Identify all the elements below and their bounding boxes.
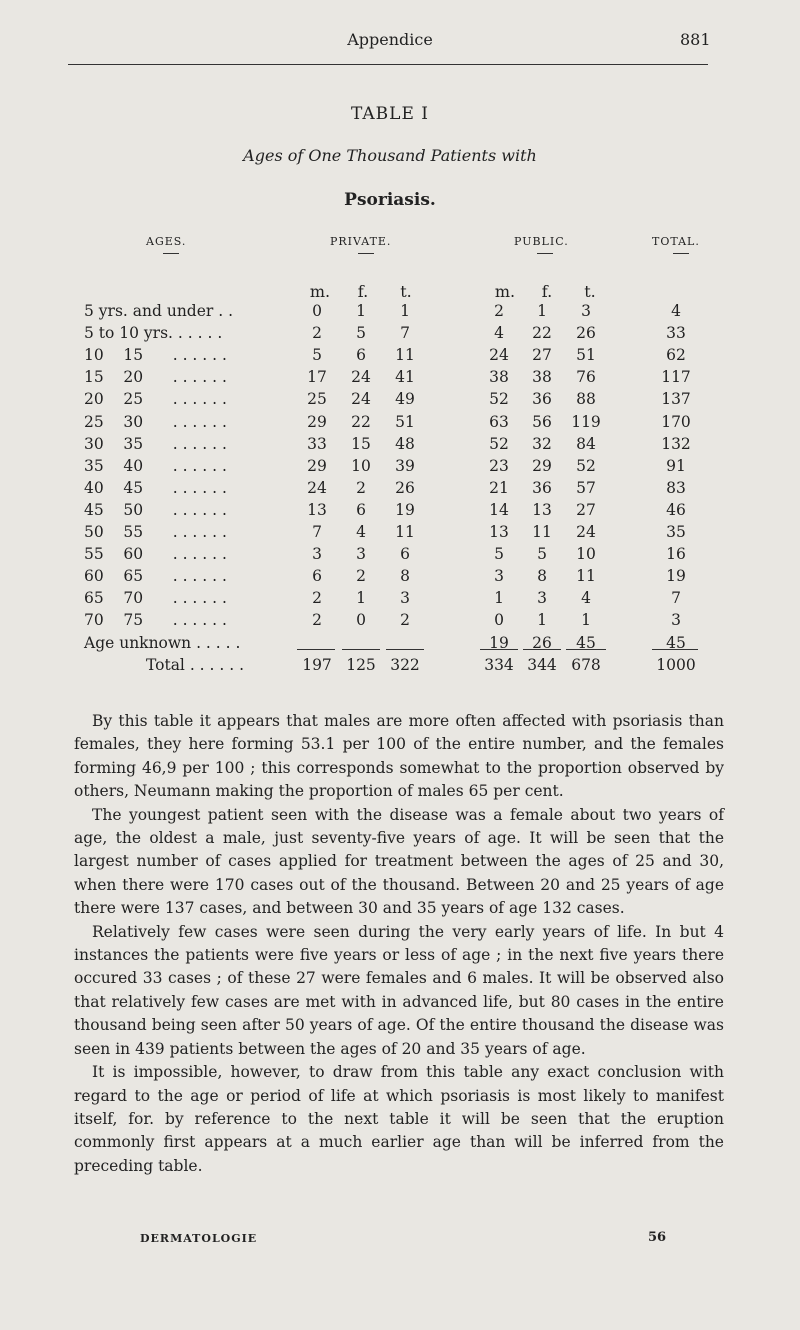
age-cell: 25 30 . . . . . . xyxy=(84,412,227,431)
cell-private-t: 7 xyxy=(400,324,410,343)
table-row xyxy=(0,457,800,480)
table-title: TABLE I xyxy=(351,104,429,124)
cell-public-t: 26 xyxy=(576,324,596,343)
table-row xyxy=(0,611,800,634)
cell-private-f: 4 xyxy=(356,523,366,541)
cell-total: 35 xyxy=(666,523,686,541)
cell-private-f: 10 xyxy=(351,456,371,475)
cell-public-t: 27 xyxy=(576,500,596,519)
table-subtitle: Ages of One Thousand Patients with xyxy=(243,146,537,165)
cell-private-t: 2 xyxy=(400,611,410,630)
cell-public-m: 5 xyxy=(494,545,504,564)
cell-private-m: 5 xyxy=(312,346,322,365)
cell-public-m: 1 xyxy=(494,589,504,608)
table-row xyxy=(0,435,800,458)
total-private-t: 322 xyxy=(390,656,420,674)
cell-public-t: 88 xyxy=(576,390,596,409)
cell-private-m: 13 xyxy=(307,500,327,519)
cell-public-m: 14 xyxy=(489,500,509,519)
cell-public-f: 38 xyxy=(532,368,552,387)
cell-total: 16 xyxy=(666,545,686,564)
cell-total: 19 xyxy=(666,567,686,586)
table-row xyxy=(0,324,800,347)
cell-public-t: 51 xyxy=(576,346,596,365)
cell-private-f: 6 xyxy=(356,346,366,365)
cell-private-f: 6 xyxy=(356,500,366,519)
cell-total: 117 xyxy=(661,368,691,387)
cell-public-f: 22 xyxy=(532,324,552,343)
cell-public-t: 11 xyxy=(576,567,596,586)
cell-private-f: 15 xyxy=(351,434,371,453)
sum-rule xyxy=(386,649,424,650)
sub-header-private-t: t. xyxy=(400,282,412,301)
cell-private-m: 29 xyxy=(307,412,327,431)
cell-public-t: 84 xyxy=(576,434,596,453)
cell-private-t: 48 xyxy=(395,434,415,453)
cell-public-t: 1 xyxy=(581,611,591,630)
cell-private-t: 26 xyxy=(395,478,415,497)
cell-public-m: 24 xyxy=(489,346,509,365)
sum-rule xyxy=(566,649,606,650)
cell-public-f: 36 xyxy=(532,478,552,497)
cell-public-t: 4 xyxy=(581,589,591,608)
age-cell: 60 65 . . . . . . xyxy=(84,567,227,586)
cell-public-f: 36 xyxy=(532,390,552,409)
cell-public-t: 45 xyxy=(576,633,596,652)
age-cell: 10 15 . . . . . . xyxy=(84,346,227,365)
sub-header-private-f: f. xyxy=(357,282,369,301)
cell-public-t: 24 xyxy=(576,523,596,541)
header-dash xyxy=(163,253,179,254)
table-row xyxy=(0,501,800,524)
cell-public-t: 52 xyxy=(576,456,596,475)
sub-header-public-m: m. xyxy=(494,282,516,301)
footer-signature-number: 56 xyxy=(648,1230,667,1245)
cell-public-f: 1 xyxy=(537,302,547,320)
cell-private-t: 3 xyxy=(400,589,410,608)
cell-public-t: 119 xyxy=(571,412,601,431)
body-text xyxy=(74,710,724,1178)
header-dash xyxy=(537,253,553,254)
cell-private-f: 24 xyxy=(351,368,371,387)
table-row xyxy=(0,346,800,369)
cell-private-f: 5 xyxy=(356,324,366,343)
cell-total: 137 xyxy=(661,390,691,409)
cell-public-t: 10 xyxy=(576,545,596,564)
cell-public-m: 52 xyxy=(489,434,509,453)
cell-private-m: 33 xyxy=(307,434,327,453)
table-row xyxy=(0,390,800,413)
cell-total: 7 xyxy=(671,589,681,608)
cell-private-m: 7 xyxy=(312,523,322,541)
cell-private-m: 2 xyxy=(312,589,322,608)
age-cell: 5 to 10 yrs. . . . . . xyxy=(84,324,223,343)
cell-private-f: 2 xyxy=(356,478,366,497)
cell-private-m: 2 xyxy=(312,324,322,343)
cell-private-m: 0 xyxy=(312,302,322,320)
cell-private-t: 8 xyxy=(400,567,410,586)
cell-public-f: 26 xyxy=(532,633,552,652)
table-row xyxy=(0,413,800,436)
paragraph: By this table it appears that males are more often affected with psoriasis than females, they here forming 53.1 per 100 of the entire number, and the females forming 46,9 per 100 ; this corresponds somewhat to the proportion observed by others, Neumann making the proportion of males 65 per cent. xyxy=(74,712,724,801)
cell-total: 45 xyxy=(666,633,686,652)
table-row xyxy=(0,567,800,590)
cell-total: 170 xyxy=(661,412,691,431)
cell-total: 91 xyxy=(666,456,686,475)
cell-public-f: 27 xyxy=(532,346,552,365)
cell-private-f: 3 xyxy=(356,545,366,564)
cell-public-f: 56 xyxy=(532,412,552,431)
header-dash xyxy=(358,253,374,254)
cell-public-m: 3 xyxy=(494,567,504,586)
paragraph: It is impossible, however, to draw from this table any exact conclusion with regard to the age or period of life at which psoriasis is most likely to manifest itself, for. by reference to the next table it will be seen that the eruption commonly first appears at a much earlier age than will be inferred from the preceding table. xyxy=(74,1063,724,1175)
age-cell: 55 60 . . . . . . xyxy=(84,545,227,564)
cell-private-f: 24 xyxy=(351,390,371,409)
cell-private-f: 22 xyxy=(351,412,371,431)
table-row xyxy=(0,589,800,612)
cell-private-m: 24 xyxy=(307,478,327,497)
header-title: Appendice xyxy=(347,30,433,49)
age-cell: 30 35 . . . . . . xyxy=(84,434,227,453)
cell-total: 46 xyxy=(666,500,686,519)
table-subject: Psoriasis. xyxy=(344,190,436,210)
sum-rule xyxy=(297,649,335,650)
cell-public-m: 2 xyxy=(494,302,504,320)
table-row xyxy=(0,302,800,325)
cell-private-t: 49 xyxy=(395,390,415,409)
sum-rule xyxy=(523,649,561,650)
cell-public-m: 21 xyxy=(489,478,509,497)
paragraph: The youngest patient seen with the disease was a female about two years of age, the oldest a male, just seventy-five years of age. It will be seen that the largest number of cases applied for treatment between the ages of 25 and 30, when there were 170 cases out of the thousand. Between 20 and 25 years of age there were 137 cases, and between 30 and 35 years of age 132 cases. xyxy=(74,805,724,918)
cell-public-f: 8 xyxy=(537,567,547,586)
cell-private-f: 2 xyxy=(356,567,366,586)
age-cell: Age unknown . . . . . xyxy=(84,633,241,652)
age-cell: 40 45 . . . . . . xyxy=(84,478,227,497)
total-label: Total . . . . . . xyxy=(146,656,245,674)
age-cell: 50 55 . . . . . . xyxy=(84,523,227,541)
table-row xyxy=(0,479,800,502)
total-total: 1000 xyxy=(656,656,696,674)
cell-private-m: 29 xyxy=(307,456,327,475)
sub-header-public-t: t. xyxy=(584,282,596,301)
col-header-public: PUBLIC. xyxy=(514,235,569,248)
cell-private-t: 11 xyxy=(395,523,415,541)
cell-private-t: 51 xyxy=(395,412,415,431)
cell-public-m: 23 xyxy=(489,456,509,475)
cell-private-f: 1 xyxy=(356,589,366,608)
age-cell: 15 20 . . . . . . xyxy=(84,368,227,387)
cell-public-f: 1 xyxy=(537,611,547,630)
total-public-f: 344 xyxy=(527,656,557,674)
cell-public-f: 13 xyxy=(532,500,552,519)
age-cell: 45 50 . . . . . . xyxy=(84,500,227,519)
col-header-ages: AGES. xyxy=(146,235,187,248)
cell-private-t: 1 xyxy=(400,302,410,320)
cell-public-f: 29 xyxy=(532,456,552,475)
cell-public-t: 76 xyxy=(576,368,596,387)
cell-private-f: 0 xyxy=(356,611,366,630)
total-private-f: 125 xyxy=(346,656,376,674)
cell-public-m: 4 xyxy=(494,324,504,343)
col-header-total: TOTAL. xyxy=(652,235,700,248)
paragraph: Relatively few cases were seen during the very early years of life. In but 4 instances the patients were five years or less of age ; in the next five years there occured 33 cases ; of these 27 were females and 6 males. It will be observed also that relatively few cases are met with in advanced life, but 80 cases in the entire thousand being seen after 50 years of age. Of the entire thousand the disease was seen in 439 patients between the ages of 20 and 35 years of age. xyxy=(74,922,724,1058)
cell-public-m: 52 xyxy=(489,390,509,409)
cell-total: 33 xyxy=(666,324,686,343)
footer-signature: DERMATOLOGIE xyxy=(140,1232,258,1245)
cell-public-f: 3 xyxy=(537,589,547,608)
cell-total: 83 xyxy=(666,478,686,497)
header-rule xyxy=(68,64,708,65)
cell-total: 132 xyxy=(661,434,691,453)
age-cell: 20 25 . . . . . . xyxy=(84,390,227,409)
age-cell: 70 75 . . . . . . xyxy=(84,611,227,630)
cell-private-m: 3 xyxy=(312,545,322,564)
cell-private-t: 6 xyxy=(400,545,410,564)
cell-total: 4 xyxy=(671,302,681,320)
cell-total: 62 xyxy=(666,346,686,365)
page-number: 881 xyxy=(680,30,711,49)
cell-public-t: 3 xyxy=(581,302,591,320)
cell-private-t: 11 xyxy=(395,346,415,365)
cell-public-m: 13 xyxy=(489,523,509,541)
age-cell: 35 40 . . . . . . xyxy=(84,456,227,475)
cell-private-m: 6 xyxy=(312,567,322,586)
total-row xyxy=(0,656,800,679)
sum-rule xyxy=(480,649,518,650)
cell-public-m: 38 xyxy=(489,368,509,387)
cell-public-f: 32 xyxy=(532,434,552,453)
cell-public-f: 11 xyxy=(532,523,552,541)
cell-public-f: 5 xyxy=(537,545,547,564)
table-row xyxy=(0,368,800,391)
cell-total: 3 xyxy=(671,611,681,630)
cell-public-t: 57 xyxy=(576,478,596,497)
sum-rule xyxy=(652,649,698,650)
cell-private-t: 41 xyxy=(395,368,415,387)
cell-private-m: 25 xyxy=(307,390,327,409)
cell-private-m: 2 xyxy=(312,611,322,630)
age-cell: 65 70 . . . . . . xyxy=(84,589,227,608)
sub-header-public-f: f. xyxy=(541,282,553,301)
total-public-t: 678 xyxy=(571,656,601,674)
cell-private-t: 39 xyxy=(395,456,415,475)
cell-public-m: 63 xyxy=(489,412,509,431)
col-header-private: PRIVATE. xyxy=(330,235,392,248)
table-row xyxy=(0,634,800,657)
table-row xyxy=(0,545,800,568)
cell-public-m: 0 xyxy=(494,611,504,630)
total-public-m: 334 xyxy=(484,656,514,674)
cell-private-t: 19 xyxy=(395,500,415,519)
age-cell: 5 yrs. and under . . xyxy=(84,302,234,320)
cell-private-m: 17 xyxy=(307,368,327,387)
cell-private-f: 1 xyxy=(356,302,366,320)
sub-header-private-m: m. xyxy=(309,282,331,301)
sum-rule xyxy=(342,649,380,650)
table-row xyxy=(0,523,800,546)
header-dash xyxy=(673,253,689,254)
total-private-m: 197 xyxy=(302,656,332,674)
cell-public-m: 19 xyxy=(489,633,509,652)
